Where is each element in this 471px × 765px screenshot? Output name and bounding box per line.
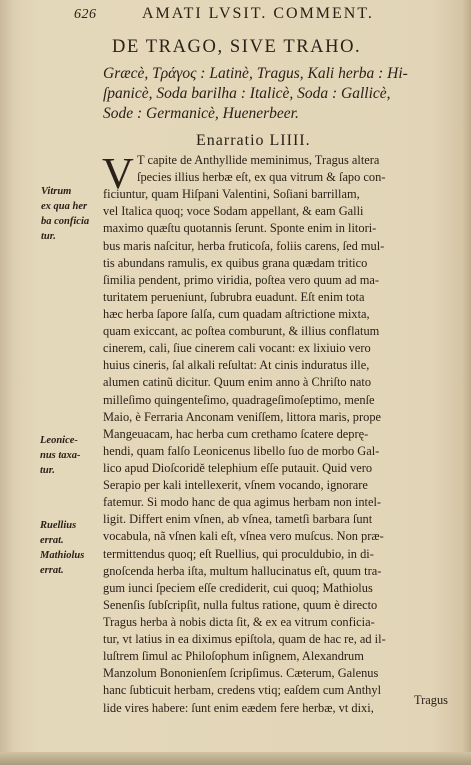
- running-head: AMATI LVSIT. COMMENT.: [142, 5, 374, 22]
- margin-note-line: nus taxa-: [40, 450, 81, 461]
- margin-note-leonicenus: [40, 433, 81, 478]
- body-line: quam exiccant, ac poſtea comburunt, & illius conflatum: [103, 324, 380, 339]
- margin-note-ruellius: [40, 518, 76, 548]
- body-line: ſpecies illius herbæ eſt, ex qua vitrum & ſapo con-: [137, 170, 386, 185]
- body-line: gum iunci ſpeciem eſſe crediderit, cui quoq; Mathiolus: [103, 580, 373, 595]
- body-line: fatemur. Si modo hanc de qua agimus herbam non intel-: [103, 495, 382, 510]
- body-line: turitatem perueniunt, ſubrubra euadunt. Eſt enim tota: [103, 289, 365, 304]
- body-line: maximo quæſtu quotannis ſerunt. Sponte enim in litori-: [103, 221, 377, 236]
- body-line: termittendus quoq; eſt Ruellius, qui proculdubio, in di-: [103, 546, 374, 561]
- body-line: cinerem, cali, ſiue cinerem cali vocant: ex lixiuio vero: [103, 341, 371, 356]
- synonyms-line: ſpanicè, Soda barilha : Italicè, Soda : Gallicè,: [103, 85, 391, 102]
- body-line: Tragus herba à nobis dicta ſit, & ex ea vitrum conficia-: [103, 614, 375, 629]
- synonyms-line: Sode : Germanicè, Huenerbeer.: [103, 105, 299, 122]
- body-line: Mangeuacam, hac herba cum crethamo ſcatere deprę-: [103, 426, 369, 441]
- margin-note-line: errat.: [40, 535, 64, 546]
- body-line: Manzolum Bononienſem ſcripſimus. Cæterum, Galenus: [103, 666, 379, 681]
- margin-note-line: Vitrum: [41, 186, 72, 197]
- margin-note-line: tur.: [41, 231, 56, 242]
- body-line: lico apud Dioſcoridě telephium eſſe putauit. Quid vero: [103, 460, 373, 475]
- page-bottom-edge: [0, 752, 471, 765]
- body-line: tur, vt latius in ea diximus epiſtola, quam de hac re, ad il-: [103, 632, 386, 647]
- margin-note-line: Leonice-: [40, 435, 78, 446]
- body-line: gnoſcenda herba iſta, multum hallucinatus eſt, quum tra-: [103, 563, 382, 578]
- margin-note-line: tur.: [40, 465, 55, 476]
- drop-cap-initial: V: [102, 149, 134, 198]
- chapter-title: DE TRAGO, SIVE TRAHO.: [112, 37, 362, 57]
- body-line: huius cineris, ſal alkali reſultat: At cinis induratus ille,: [103, 358, 370, 373]
- body-line: milleſimo quingenteſimo, quadrageſimoſeptimo, menſe: [103, 392, 375, 407]
- body-line: ficiuntur, quam Hiſpani Valentini, Soſiani barrillam,: [103, 187, 360, 202]
- margin-note-line: Mathiolus: [40, 550, 85, 561]
- body-text: [102, 149, 449, 717]
- body-line: ligit. Differt enim vſnen, ab vſnea, tametſi barbara ſunt: [103, 512, 373, 527]
- margin-note-line: errat.: [40, 565, 64, 576]
- body-line: hanc ſubticuit herbam, credens vtiq; eaſdem cum Anthyl: [103, 683, 382, 698]
- body-line: Senenſis ſubſcripſit, nulla fultus ratione, quum è directo: [103, 597, 378, 612]
- body-line: luſtrem ſimul ac Philoſophum inſignem, Alexandrum: [103, 649, 364, 664]
- margin-note-line: ex qua her: [41, 201, 88, 212]
- margin-note-line: Ruellius: [40, 520, 77, 531]
- body-line: tis abundans ramulis, ex quibus grana quædam tritico: [103, 255, 368, 270]
- margin-note-vitrum: [41, 184, 89, 244]
- synonyms-line: Græcè, Τράγος : Latinè, Tragus, Kali herba : Hi-: [103, 65, 408, 82]
- margin-note-mathiolus: [40, 548, 84, 578]
- body-line: ſimilia pendent, primo viridia, poſtea vero quum ad ma-: [103, 272, 379, 287]
- section-heading: Enarratio LIIII.: [196, 132, 311, 149]
- body-line: vocabula, nã vſnen kali eſt, vſnea vero muſcus. Non præ-: [103, 529, 384, 544]
- body-line: T capite de Anthyllide meminimus, Tragus altera: [137, 153, 380, 167]
- body-line: lide vires habere: ſunt enim eædem fere herbæ, vt dixi,: [103, 700, 374, 715]
- catchword: Tragus: [414, 693, 448, 707]
- synonyms-block: [103, 64, 453, 124]
- page-number: 626: [74, 7, 97, 22]
- body-line: bus maris naſcitur, herba fruticoſa, foliis carens, ſed mul-: [103, 238, 385, 253]
- body-line: vel Italica quoq; voce Sodam appellant, & eam Galli: [103, 204, 364, 219]
- margin-note-line: ba conficia: [41, 216, 90, 227]
- body-line: alumen catinũ dicitur. Quum enim anno à Chriſto nato: [103, 375, 372, 390]
- body-line: Maio, è Ferraria Anconam veniſſem, littora maris, prope: [103, 409, 382, 424]
- body-line: hendi, quam falſo Leonicenus libello ſuo de morbo Gal-: [103, 443, 380, 458]
- body-line: Serapio per kali intellexerit, vſnem vocando, ignorare: [103, 478, 368, 493]
- body-line: hæc herba ſapore ſalſa, cum quadam aſtrictione mixta,: [103, 306, 370, 321]
